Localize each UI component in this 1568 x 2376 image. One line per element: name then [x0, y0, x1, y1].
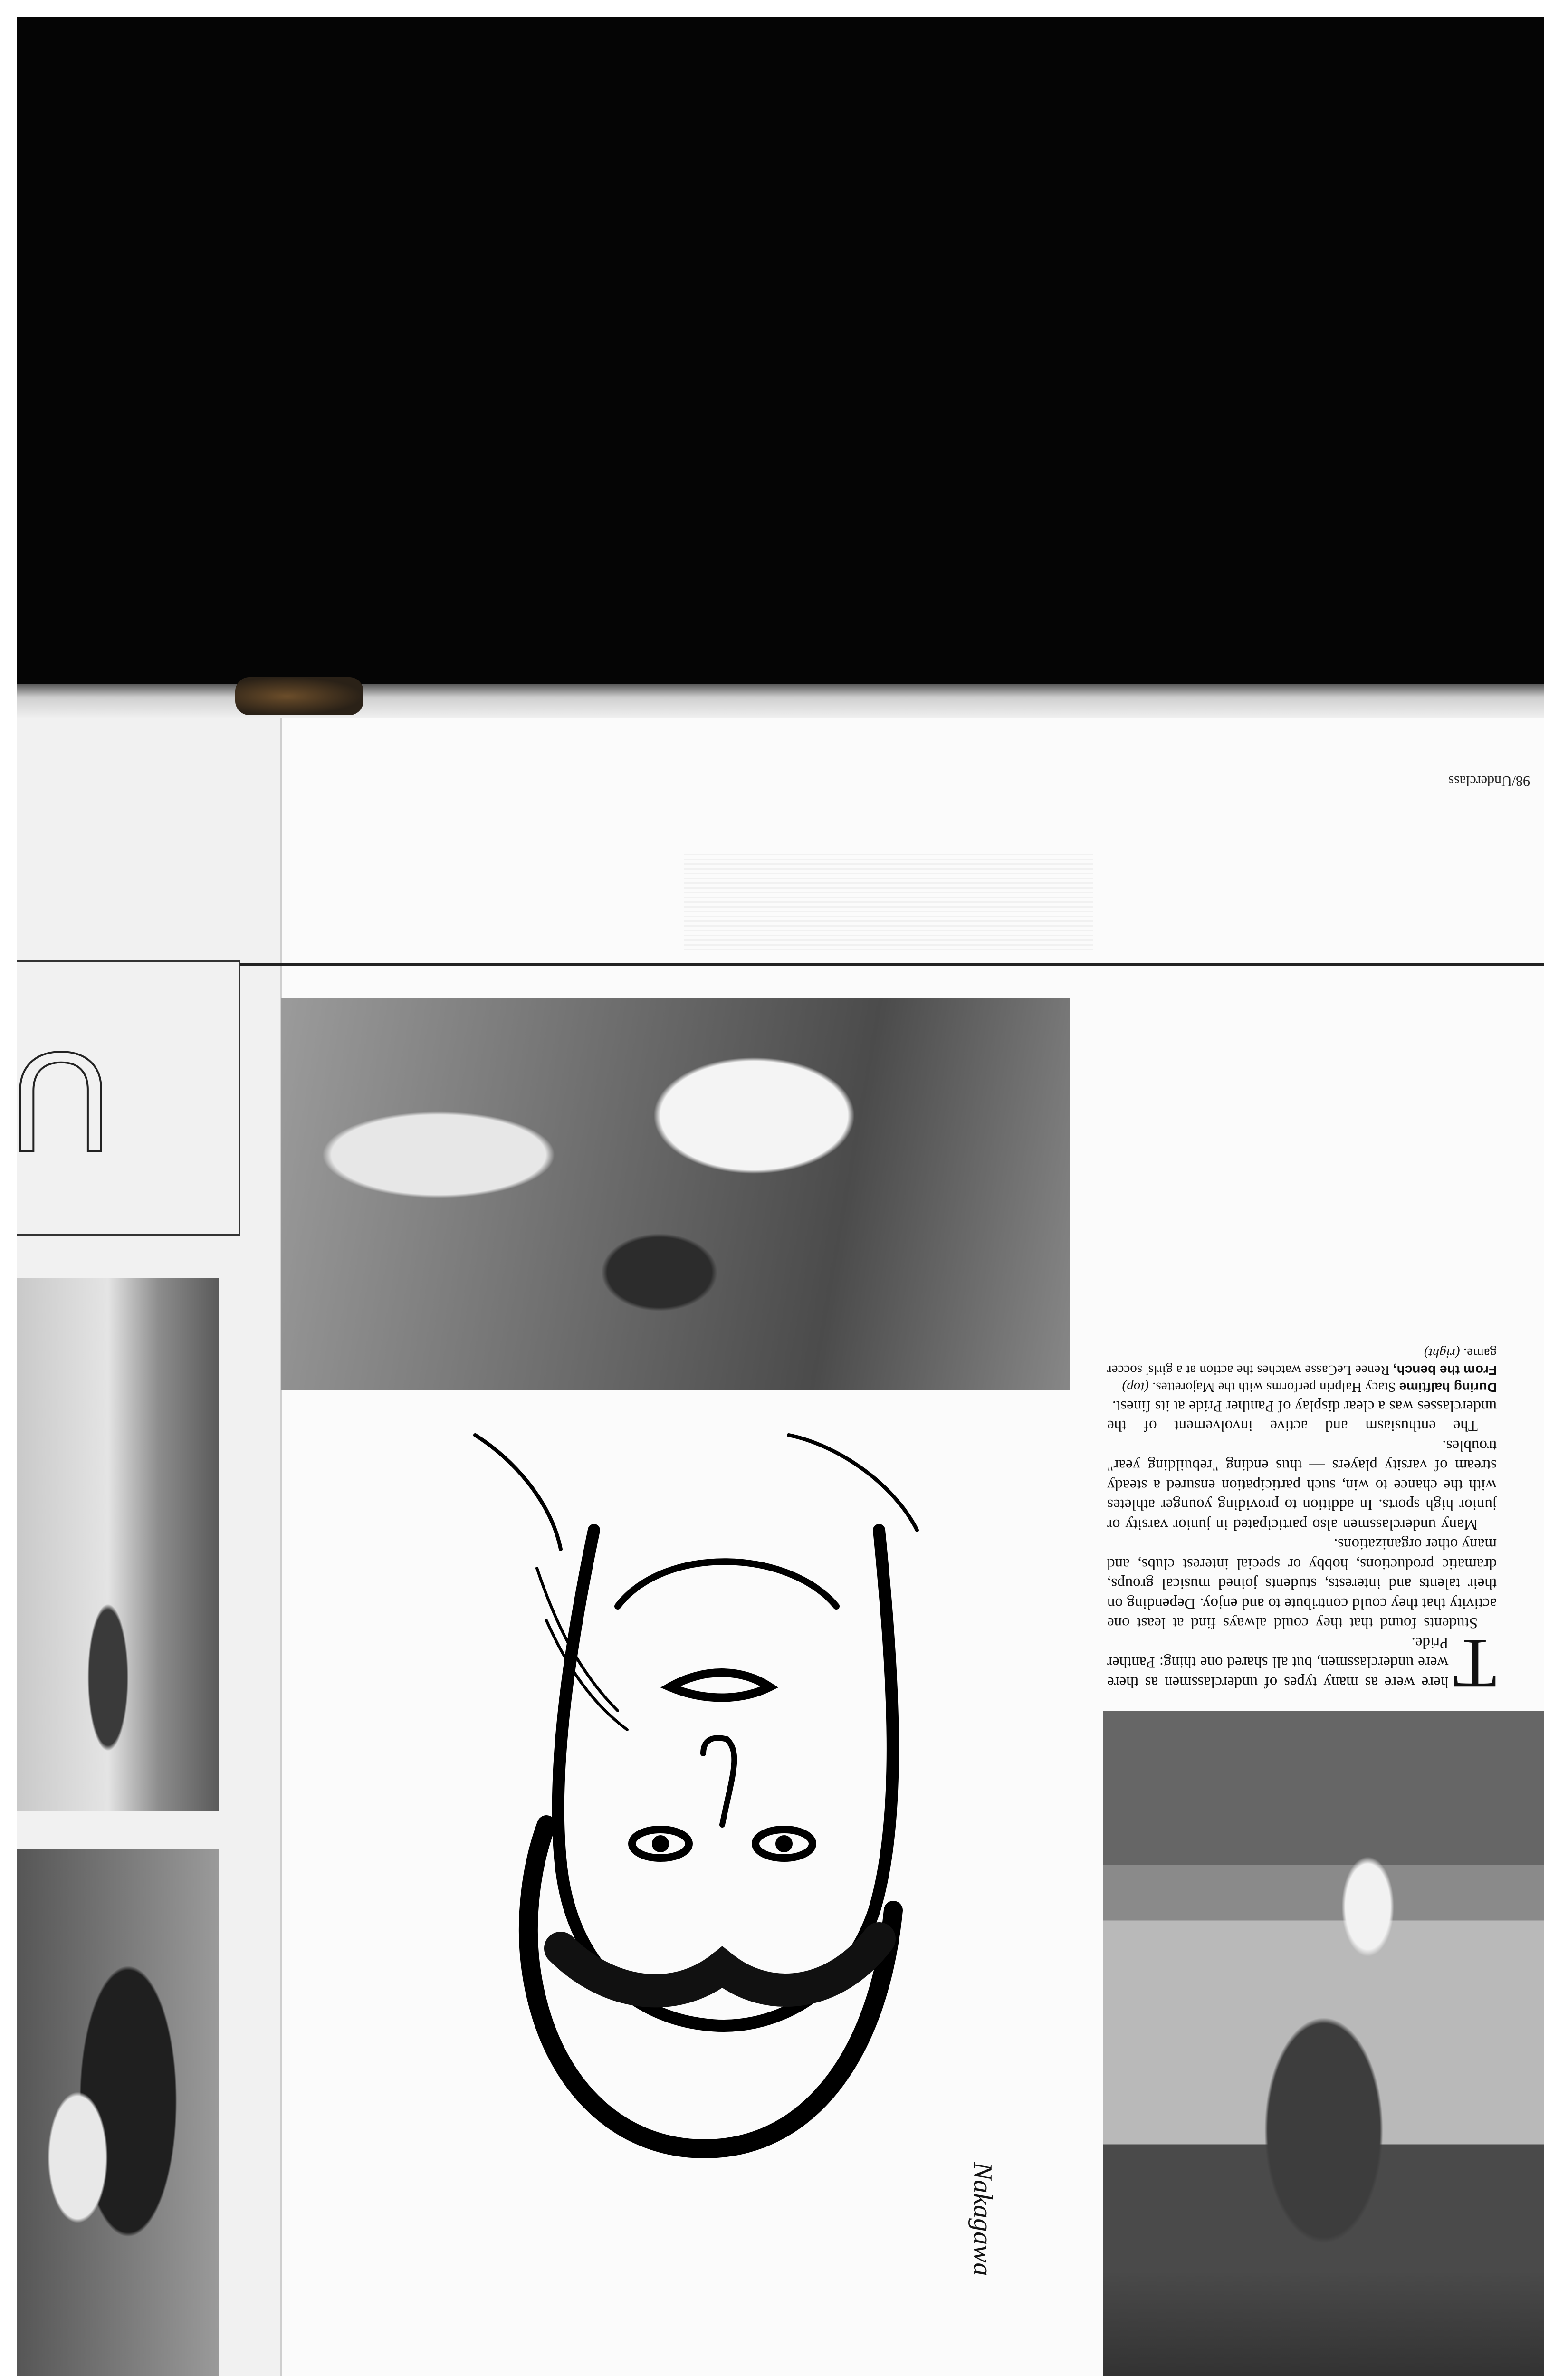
article-paragraph: The enthusiasm and active involvement of the underclasses was a clear display of Panther Pride at its finest. — [1107, 1398, 1497, 1435]
show-through-text — [684, 851, 1093, 950]
photo-caption: From the bench, Renee LeCasse watches the action at a girls' soccer game. (right) — [1107, 1345, 1497, 1378]
article-paragraph: Many underclassmen also participated in junior varsity or junior high sports. In addition to providing younger athletes with the chance to win, such participation ensured a steady stream of varsity players — thus ending "rebuilding year" troubles. — [1107, 1437, 1497, 1533]
drop-cap: T — [1453, 1624, 1497, 1703]
article-paragraph: Students found that they could always find at least one activity that they could contribute to and enjoy. Depending on their talents and interests, students joined musical groups, dramatic productions, hobby or special interest clubs, and many other organizations. — [1107, 1535, 1497, 1632]
page-gutter — [280, 718, 282, 2376]
ink-drawing-portrait — [418, 1416, 1036, 2376]
photo-caption: During halftime Stacy Halprin performs with the Majorettes. (top) — [1122, 1380, 1497, 1395]
article-body — [1107, 1062, 1497, 1703]
artist-signature: Nakagawa — [968, 2162, 997, 2276]
scanner-background — [17, 17, 1544, 687]
majorette-photo — [281, 998, 1070, 1390]
page-number-label: 98/Underclass — [1448, 773, 1530, 789]
student-portrait-photo — [17, 1278, 219, 1811]
horizontal-rule — [240, 963, 1544, 966]
section-initial: U — [9, 1023, 112, 1182]
soccer-bench-photo — [1103, 1711, 1544, 2376]
article-paragraph: T here were as many types of underclassmen as there were underclassmen, but all shared one thing: Panther Pride. — [1107, 1624, 1497, 1703]
binding-tape — [235, 677, 363, 715]
curly-hair-portrait-photo — [17, 1849, 219, 2376]
